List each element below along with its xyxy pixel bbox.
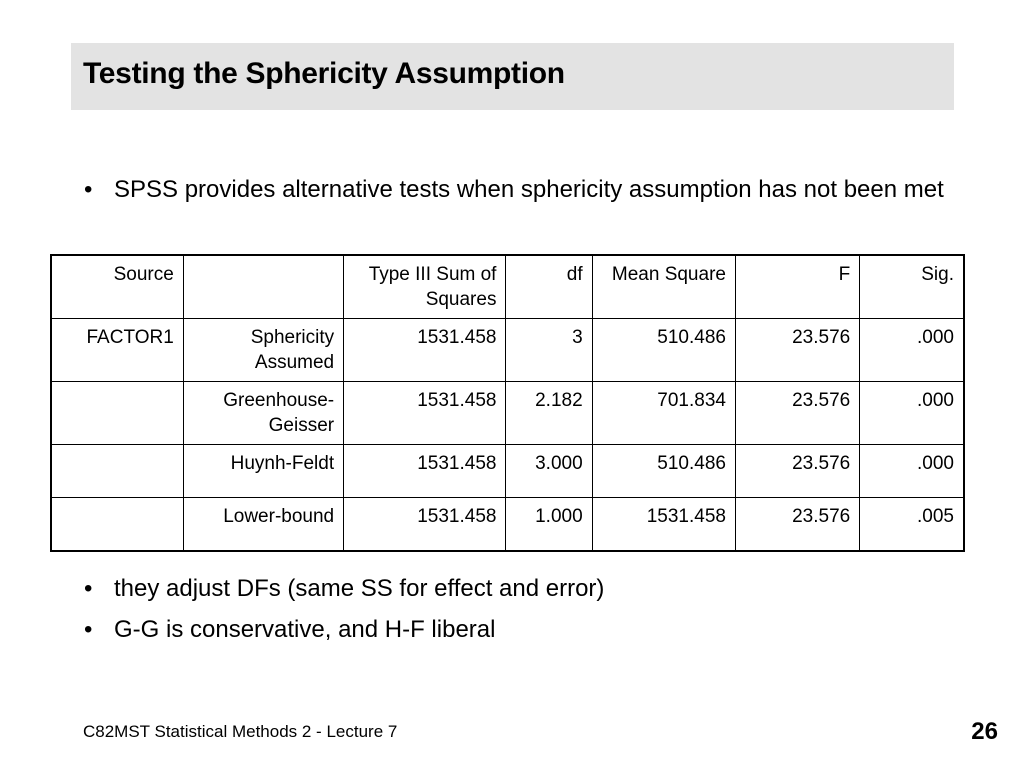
table-cell: 1531.458 bbox=[344, 319, 506, 382]
footer-text: C82MST Statistical Methods 2 - Lecture 7 bbox=[83, 722, 398, 741]
bullet-icon: • bbox=[84, 176, 93, 203]
slide-title: Testing the Sphericity Assumption bbox=[83, 57, 565, 90]
table-cell: 510.486 bbox=[592, 445, 735, 498]
page-number: 26 bbox=[971, 718, 998, 745]
header-cell: df bbox=[506, 255, 592, 319]
bullet-list-bottom bbox=[84, 573, 944, 655]
table-header-row bbox=[51, 255, 964, 319]
table-cell: .005 bbox=[860, 498, 964, 552]
header-cell: Source bbox=[51, 255, 183, 319]
bullet-text: G-G is conservative, and H-F liberal bbox=[114, 616, 496, 643]
table-cell: .000 bbox=[860, 445, 964, 498]
table-row bbox=[51, 382, 964, 445]
table-cell bbox=[51, 498, 183, 552]
table-cell: 510.486 bbox=[592, 319, 735, 382]
table-cell: Huynh-Feldt bbox=[183, 445, 343, 498]
title-bar bbox=[71, 43, 954, 110]
bullet-item bbox=[84, 614, 944, 645]
sphericity-table bbox=[50, 254, 965, 552]
table-row bbox=[51, 319, 964, 382]
bullet-item bbox=[84, 174, 944, 205]
table-cell: .000 bbox=[860, 382, 964, 445]
table-cell: 23.576 bbox=[735, 319, 859, 382]
table-cell: 3 bbox=[506, 319, 592, 382]
table-cell: 1531.458 bbox=[344, 382, 506, 445]
header-cell: F bbox=[735, 255, 859, 319]
header-cell bbox=[183, 255, 343, 319]
header-cell: Mean Square bbox=[592, 255, 735, 319]
bullet-list-top bbox=[84, 174, 944, 215]
table-cell bbox=[51, 445, 183, 498]
table-cell: 1531.458 bbox=[592, 498, 735, 552]
table-cell: 701.834 bbox=[592, 382, 735, 445]
table-cell: 3.000 bbox=[506, 445, 592, 498]
table-row bbox=[51, 498, 964, 552]
table-cell: 23.576 bbox=[735, 382, 859, 445]
table-cell: Lower-bound bbox=[183, 498, 343, 552]
bullet-icon: • bbox=[84, 575, 93, 602]
bullet-item bbox=[84, 573, 944, 604]
bullet-icon: • bbox=[84, 616, 93, 643]
table-cell: 23.576 bbox=[735, 498, 859, 552]
table-cell: 23.576 bbox=[735, 445, 859, 498]
table-cell: 1.000 bbox=[506, 498, 592, 552]
table-cell bbox=[51, 382, 183, 445]
header-cell: Type III Sum of Squares bbox=[344, 255, 506, 319]
header-cell: Sig. bbox=[860, 255, 964, 319]
bullet-text: they adjust DFs (same SS for effect and error) bbox=[114, 575, 605, 602]
table-cell: 2.182 bbox=[506, 382, 592, 445]
table-cell: Sphericity Assumed bbox=[183, 319, 343, 382]
table-cell: FACTOR1 bbox=[51, 319, 183, 382]
table-cell: 1531.458 bbox=[344, 498, 506, 552]
table-cell: 1531.458 bbox=[344, 445, 506, 498]
bullet-text: SPSS provides alternative tests when sphericity assumption has not been met bbox=[114, 176, 944, 203]
table-row bbox=[51, 445, 964, 498]
table-cell: .000 bbox=[860, 319, 964, 382]
table-cell: Greenhouse-Geisser bbox=[183, 382, 343, 445]
